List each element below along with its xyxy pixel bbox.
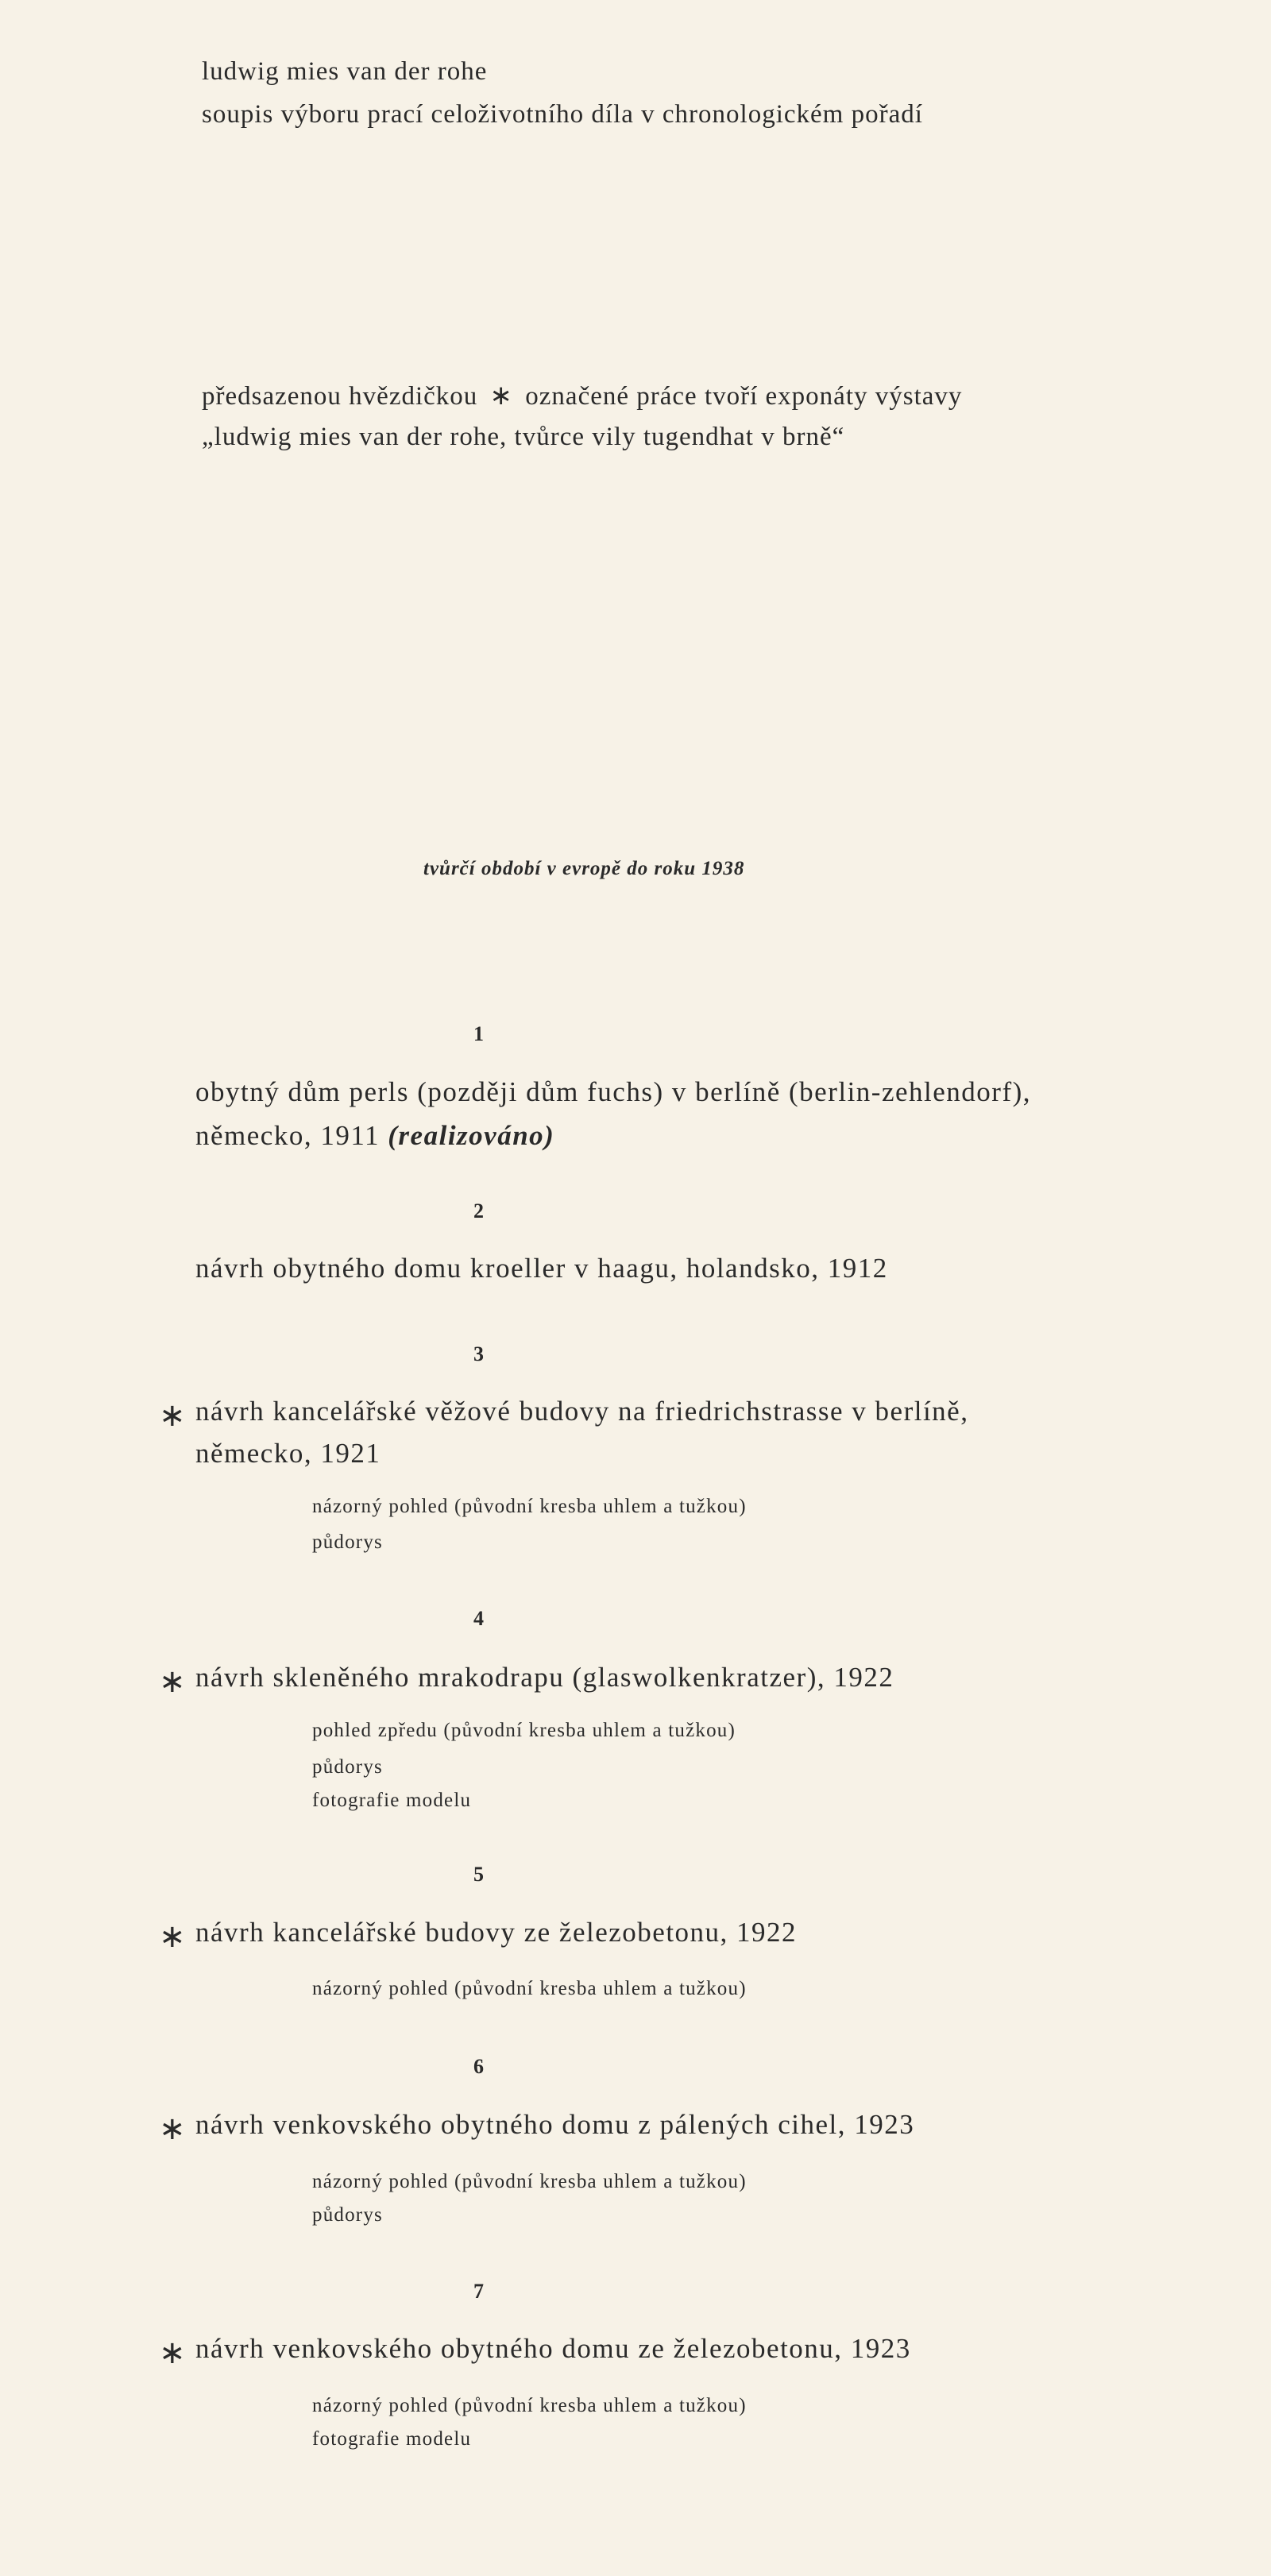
entry-title-line: návrh obytného domu kroeller v haagu, holandsko, 1912 <box>195 1253 888 1284</box>
entry-title-line: německo, 1921 <box>195 1438 381 1469</box>
entry-title-line: návrh venkovského obytného domu z pálených cihel, 1923 <box>195 2109 915 2140</box>
entry-title-line <box>195 1120 554 1152</box>
entry-detail: názorný pohled (původní kresba uhlem a tužkou) <box>312 2171 747 2192</box>
entry-detail: půdorys <box>312 1756 383 1778</box>
note-line-1 <box>202 380 962 411</box>
note-text-b: označené práce tvoří exponáty výstavy <box>525 382 963 411</box>
entry-number: 7 <box>473 2280 485 2303</box>
asterisk-icon: ∗ <box>159 2111 186 2147</box>
entry-status: (realizováno) <box>388 1120 555 1151</box>
entry-title-line: návrh skleněného mrakodrapu (glaswolkenkratzer), 1922 <box>195 1662 894 1693</box>
entry-detail: půdorys <box>312 2204 383 2226</box>
entry-title-text: německo, 1911 <box>195 1120 388 1151</box>
entry-number: 3 <box>473 1342 485 1365</box>
document-title: ludwig mies van der rohe <box>202 57 488 86</box>
entry-detail: pohled zpředu (původní kresba uhlem a tužkou) <box>312 1720 736 1741</box>
entry-detail: půdorys <box>312 1531 383 1553</box>
entry-number: 2 <box>473 1199 485 1222</box>
entry-title-line: návrh venkovského obytného domu ze železobetonu, 1923 <box>195 2333 911 2364</box>
entry-title-line: návrh kancelářské věžové budovy na friedrichstrasse v berlíně, <box>195 1396 969 1427</box>
document-subtitle: soupis výboru prací celoživotního díla v chronologickém pořadí <box>202 100 923 129</box>
entry-detail: názorný pohled (původní kresba uhlem a tužkou) <box>312 2395 747 2416</box>
entry-title-line: obytný dům perls (později dům fuchs) v berlíně (berlin-zehlendorf), <box>195 1076 1032 1107</box>
entry-detail: fotografie modelu <box>312 2428 472 2450</box>
asterisk-icon: ∗ <box>159 1397 186 1434</box>
entry-number: 4 <box>473 1607 485 1630</box>
asterisk-icon: ∗ <box>489 380 514 411</box>
note-line-2: „ludwig mies van der rohe, tvůrce vily tugendhat v brně“ <box>202 423 845 451</box>
entry-detail: fotografie modelu <box>312 1790 472 1811</box>
asterisk-icon: ∗ <box>159 1663 186 1700</box>
entry-detail: názorný pohled (původní kresba uhlem a tužkou) <box>312 1496 747 1517</box>
entry-title-line: návrh kancelářské budovy ze železobetonu, 1922 <box>195 1917 798 1948</box>
entry-number: 5 <box>473 1863 485 1886</box>
entry-number: 1 <box>473 1022 485 1045</box>
section-title: tvůrčí období v evropě do roku 1938 <box>423 858 745 879</box>
entry-detail: názorný pohled (původní kresba uhlem a tužkou) <box>312 1978 747 1999</box>
entry-number: 6 <box>473 2055 485 2078</box>
asterisk-icon: ∗ <box>159 2335 186 2371</box>
note-text-a: předsazenou hvězdičkou <box>202 382 478 411</box>
asterisk-icon: ∗ <box>159 1918 186 1955</box>
